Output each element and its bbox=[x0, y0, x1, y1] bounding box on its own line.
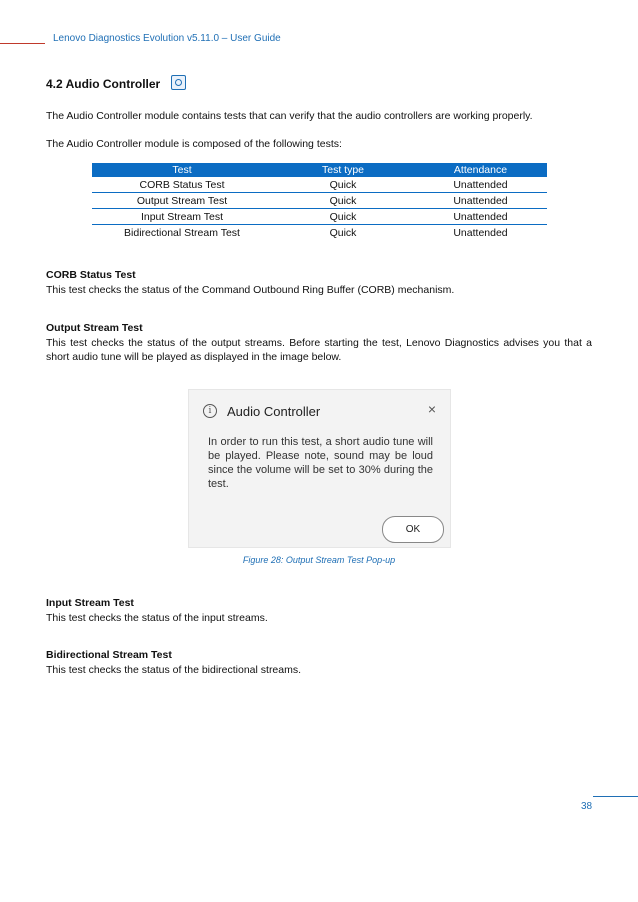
figure-caption: Figure 28: Output Stream Test Pop-up bbox=[242, 555, 396, 565]
table-cell: Unattended bbox=[414, 177, 547, 193]
info-icon: i bbox=[203, 404, 217, 418]
bidi-text: This test checks the status of the bidirectional streams. bbox=[46, 664, 302, 676]
tests-table bbox=[92, 163, 547, 240]
table-row bbox=[92, 193, 547, 209]
popup-message: In order to run this test, a short audio tune will be played. Please note, sound may be loud since the volume will be set to 30% during the test. bbox=[208, 436, 433, 490]
bidi-heading: Bidirectional Stream Test bbox=[46, 649, 172, 661]
table-cell: Quick bbox=[272, 177, 414, 193]
column-header: Test type bbox=[272, 163, 414, 177]
table-row bbox=[92, 177, 547, 193]
table-header-row bbox=[92, 163, 547, 177]
intro-paragraph-2: The Audio Controller module is composed of the following tests: bbox=[46, 138, 342, 150]
close-icon: × bbox=[427, 401, 436, 417]
page-number: 38 bbox=[581, 801, 593, 812]
column-header: Attendance bbox=[414, 163, 547, 177]
column-header: Test bbox=[92, 163, 272, 177]
ok-button: OK bbox=[382, 516, 444, 543]
table-row bbox=[92, 209, 547, 225]
table-row bbox=[92, 225, 547, 241]
table-cell: Quick bbox=[329, 226, 357, 239]
corb-heading: CORB Status Test bbox=[46, 269, 136, 281]
table-cell: CORB Status Test bbox=[92, 177, 272, 193]
audio-controller-icon bbox=[171, 75, 186, 90]
table-cell: Unattended bbox=[453, 226, 508, 239]
document-header: Lenovo Diagnostics Evolution v5.11.0 – User Guide bbox=[53, 33, 281, 44]
audio-controller-popup-figure bbox=[188, 389, 451, 548]
table-cell: Unattended bbox=[414, 193, 547, 209]
table-cell: Bidirectional Stream Test bbox=[124, 226, 240, 239]
input-heading: Input Stream Test bbox=[46, 597, 134, 609]
intro-paragraph: The Audio Controller module contains tests that can verify that the audio controllers are working properly. bbox=[46, 110, 533, 122]
corb-text: This test checks the status of the Command Outbound Ring Buffer (CORB) mechanism. bbox=[46, 284, 455, 296]
header-rule bbox=[0, 43, 45, 44]
table-cell: Quick bbox=[272, 209, 414, 225]
table-cell: Unattended bbox=[414, 209, 547, 225]
table-cell: Input Stream Test bbox=[92, 209, 272, 225]
footer-rule bbox=[593, 796, 638, 797]
table-cell: Quick bbox=[272, 193, 414, 209]
output-heading: Output Stream Test bbox=[46, 322, 143, 334]
section-title: 4.2 Audio Controller bbox=[46, 77, 161, 91]
input-text: This test checks the status of the input streams. bbox=[46, 612, 268, 624]
output-text: This test checks the status of the output streams. Before starting the test, Lenovo Diagnostics advises you that a short audio tune will be played as displayed in the image below. bbox=[46, 337, 592, 363]
popup-title: Audio Controller bbox=[227, 404, 321, 419]
table-cell: Output Stream Test bbox=[92, 193, 272, 209]
